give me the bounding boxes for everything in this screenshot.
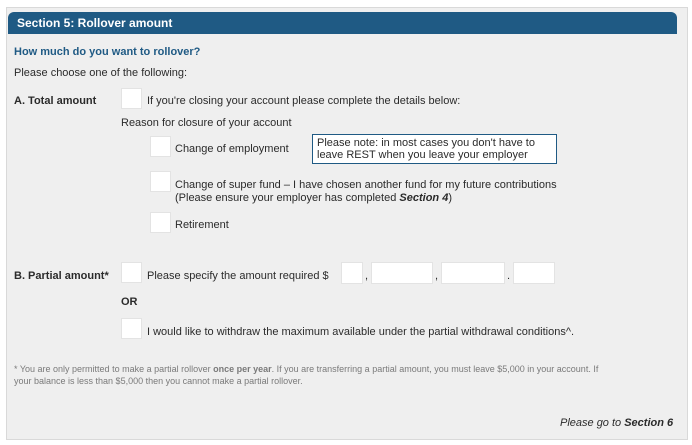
amount-digit-field[interactable]	[341, 262, 363, 284]
thousands-separator: ,	[365, 270, 369, 282]
section-header: Section 5: Rollover amount	[8, 12, 677, 34]
total-amount-label: A. Total amount	[14, 95, 97, 107]
partial-amount-checkbox[interactable]	[121, 262, 142, 283]
change-of-super-fund-label: Change of super fund – I have chosen another fund for my future contributions	[175, 179, 557, 191]
go-to-section-text: Please go to Section 6	[560, 417, 674, 429]
change-of-employment-label: Change of employment	[175, 143, 289, 155]
amount-cents-field[interactable]	[513, 262, 555, 284]
question-heading: How much do you want to rollover?	[14, 46, 201, 58]
super-fund-note: (Please ensure your employer has completed Section 4)	[175, 192, 452, 204]
amount-digit-field[interactable]	[371, 262, 433, 284]
total-amount-text: If you're closing your account please complete the details below:	[147, 95, 461, 107]
footnote: * You are only permitted to make a partial rollover once per year. If you are transferring a partial amount, you must leave $5,000 in your account. If your balance is less than $5,000 then you cannot make a partial rollover.	[14, 364, 599, 386]
amount-digit-field[interactable]	[441, 262, 505, 284]
decimal-separator: .	[507, 270, 511, 282]
retirement-checkbox[interactable]	[150, 212, 171, 233]
total-amount-checkbox[interactable]	[121, 88, 142, 109]
rest-note-box: Please note: in most cases you don't have to leave REST when you leave your employer	[312, 134, 557, 164]
thousands-separator: ,	[435, 270, 439, 282]
maximum-withdrawal-text: I would like to withdraw the maximum available under the partial withdrawal conditions^.	[147, 326, 575, 338]
retirement-label: Retirement	[175, 219, 229, 231]
change-of-employment-checkbox[interactable]	[150, 136, 171, 157]
maximum-withdrawal-checkbox[interactable]	[121, 318, 142, 339]
partial-amount-label: B. Partial amount*	[14, 270, 109, 282]
change-of-super-fund-checkbox[interactable]	[150, 171, 171, 192]
or-divider: OR	[121, 296, 138, 308]
instruction-text: Please choose one of the following:	[14, 67, 188, 79]
specify-amount-text: Please specify the amount required $	[147, 270, 329, 282]
reason-heading: Reason for closure of your account	[121, 117, 292, 129]
